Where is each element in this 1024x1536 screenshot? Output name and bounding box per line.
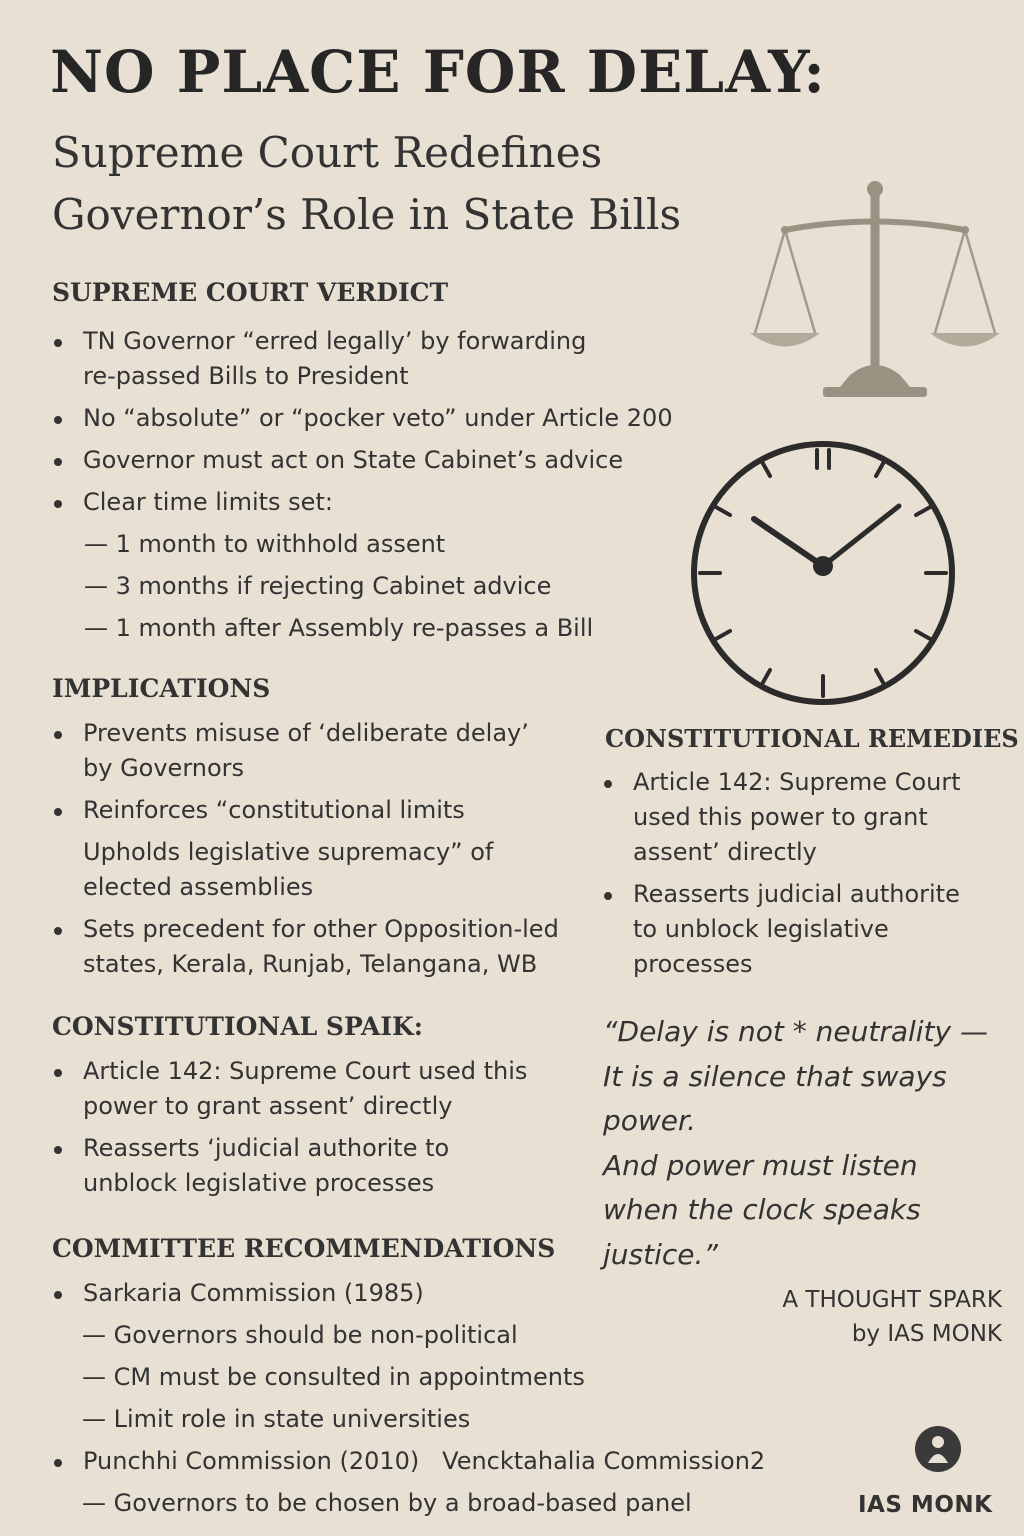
list-item: Prevents misuse of ‘deliberate delay’ xyxy=(50,716,610,751)
list-item: Reinforces “constitutional limits xyxy=(50,793,610,828)
list-item: processes xyxy=(633,950,753,978)
list-item: assent’ directly xyxy=(633,838,817,866)
verdict-list xyxy=(50,324,710,646)
spark-section-heading: CONSTITUTIONAL SPAIK: xyxy=(52,1012,423,1041)
list-item: — 1 month after Assembly re-passes a Bill xyxy=(84,614,594,642)
committee-list xyxy=(50,1276,840,1521)
subtitle-line: Supreme Court Redefines xyxy=(52,128,603,177)
list-item: power to grant assent’ directly xyxy=(83,1092,453,1120)
list-item: elected assemblies xyxy=(83,873,314,901)
spark-section-list xyxy=(50,1054,590,1201)
quote-line: when the clock speaks xyxy=(603,1193,921,1226)
list-item: — Governors should be non-political xyxy=(82,1321,518,1349)
list-item: to unblock legislative xyxy=(633,915,889,943)
implications-heading: IMPLICATIONS xyxy=(52,674,271,703)
brand-name: IAS MONK xyxy=(858,1492,993,1518)
quote-line: “Delay is not * neutrality — xyxy=(603,1015,988,1048)
list-item: Governor must act on State Cabinet’s advice xyxy=(50,443,710,478)
list-item: Punchhi Commission (2010) Vencktahalia Commission2 xyxy=(50,1444,840,1479)
verdict-heading: SUPREME COURT VERDICT xyxy=(52,278,449,307)
quote-block xyxy=(603,1010,1013,1277)
quote-line: It is a silence that sways xyxy=(603,1059,947,1093)
list-item: — 1 month to withhold assent xyxy=(84,530,446,558)
scales-of-justice-icon xyxy=(745,175,1005,410)
clock-icon xyxy=(686,436,960,710)
quote-line: power. xyxy=(603,1104,696,1137)
attribution-line: by IAS MONK xyxy=(851,1321,1002,1347)
attribution-line: A THOUGHT SPARK xyxy=(782,1287,1002,1313)
page-title: NO PLACE FOR DELAY: xyxy=(50,38,826,106)
remedies-list xyxy=(600,765,1010,982)
implications-list xyxy=(50,716,610,982)
subtitle-line: Governor’s Role in State Bills xyxy=(52,190,682,239)
list-item: by Governors xyxy=(83,754,245,782)
list-item: states, Kerala, Runjab, Telangana, WB xyxy=(83,950,538,978)
list-item: — Limit role in state universities xyxy=(82,1405,471,1433)
list-item: — CM must be consulted in appointments xyxy=(82,1363,585,1391)
list-item: Clear time limits set: xyxy=(50,485,710,520)
list-item: re-passed Bills to President xyxy=(83,362,409,390)
list-item: Article 142: Supreme Court xyxy=(600,765,1010,800)
list-item: No “absolute” or “pocker veto” under Article 200 xyxy=(50,401,710,436)
quote-line: And power must listen xyxy=(603,1148,918,1182)
list-item: — 3 months if rejecting Cabinet advice xyxy=(84,572,552,600)
list-item: used this power to grant xyxy=(633,803,928,831)
list-item: Sets precedent for other Opposition-led xyxy=(50,912,610,947)
attribution xyxy=(782,1283,1002,1351)
monk-logo-icon xyxy=(914,1425,962,1473)
list-item: Sarkaria Commission (1985) xyxy=(50,1276,840,1311)
committee-heading: COMMITTEE RECOMMENDATIONS xyxy=(52,1234,556,1263)
list-item: unblock legislative processes xyxy=(83,1169,435,1197)
list-item: — Governors to be chosen by a broad-based panel xyxy=(82,1489,692,1517)
list-item: TN Governor “erred legally’ by forwarding xyxy=(50,324,710,359)
list-item: Article 142: Supreme Court used this xyxy=(50,1054,590,1089)
list-item: Reasserts judicial authorite xyxy=(600,877,1010,912)
remedies-heading: CONSTITUTIONAL REMEDIES xyxy=(605,724,1019,753)
list-item: Reasserts ‘judicial authorite to xyxy=(50,1131,590,1166)
page-subtitle xyxy=(52,122,812,246)
quote-line: justice.” xyxy=(603,1237,718,1271)
list-item: Upholds legislative supremacy” of xyxy=(83,838,494,866)
